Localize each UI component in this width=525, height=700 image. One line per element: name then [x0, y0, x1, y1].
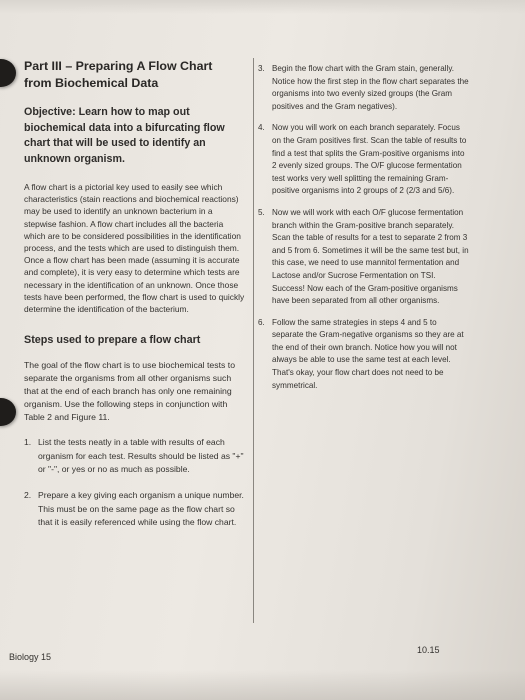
step-text: List the tests neatly in a table with results of each organism for each test. Results should be listed as "+" or "-", or yes or no as much as possible. [38, 437, 244, 475]
step-number: 5. [258, 207, 265, 217]
footer-course: Biology 15 [9, 652, 52, 662]
step-number: 3. [258, 64, 265, 73]
step-text: Begin the flow chart with the Gram stain, generally. Notice how the first step in the flow chart separates the organisms into two evenly sized groups (the Gram positives and the Gram negatives). [272, 64, 469, 111]
section-title [24, 58, 246, 92]
footer-page-number: 10.15 [417, 645, 440, 655]
section-title-line1: Part III – Preparing A Flow Chart [24, 59, 213, 73]
step-number: 6. [258, 317, 265, 327]
step-number: 1. [24, 437, 32, 448]
step-item-2 [24, 489, 246, 530]
step-text: Follow the same strategies in steps 4 and 5 to separate the Gram-negative organisms so they are at the end of their own branch. Notice how you will not always be able to use the same test at each level. That's okay, your flow chart does not need to be symmetrical. [272, 317, 464, 390]
step-text: Now we will work with each O/F glucose fermentation branch within the Gram-positive branch separately. Scan the table of results for a test to separate 2 from 3 and 5 from 6. Sometimes it will be the same test but, in this case, we need to use mannitol fermentation and Lactose and/or Sucrose Fermentation on TSI. Success! Now each of the Gram-positive organisms have been separated from all other organisms. [272, 207, 469, 306]
step-text: Now you will work on each branch separately. Focus on the Gram positives first. Scan the table of results to find a test that splits the Gram-positive organisms into 2 evenly sized groups. The O/F glucose fermentation test works very well splitting the remaining Gram-positive organisms into 2 groups of 2 (2/3 and 5/6). [272, 123, 467, 196]
goal-paragraph: The goal of the flow chart is to use biochemical tests to separate the organisms from all other organisms such that at the end of each branch has only one remaining organism. Use the following steps in conjunction with Table 2 and Figure 11. [24, 360, 236, 423]
step-item-3 [258, 63, 470, 113]
page-bottom-shadow [0, 670, 525, 700]
column-divider [253, 58, 254, 623]
step-number: 4. [258, 123, 265, 133]
step-text: Prepare a key giving each organism a unique number. This must be on the same page as the flow chart so that it is easily referenced while using the flow chart. [38, 490, 244, 528]
step-number: 2. [24, 490, 32, 501]
steps-list-right [258, 63, 470, 392]
step-item-1 [24, 436, 246, 477]
steps-list-left [24, 436, 246, 530]
intro-paragraph: A flow chart is a pictorial key used to easily see which characteristics (stain reactions and biochemical reactions) may be used to identify an unknown bacterium in a stepwise fashion. A flow chart includes all the bacteria which are to be considered possibilities in the identification process, and the tests which are used to distinguish them. Once a flow chart has been made (assuming it is accurate and complete), it is very easy to determine which tests are necessary in the identification of an unknown. Once those tests have been performed, the flow chart is used to quickly determine the identification of the bacterium. [24, 182, 245, 315]
step-item-5 [258, 207, 470, 308]
objective-text: Objective: Learn how to map out biochemical data into a bifurcating flow chart that will be used to identify an unknown organism. [24, 106, 225, 165]
left-column [24, 58, 246, 542]
steps-heading: Steps used to prepare a flow chart [24, 334, 201, 347]
step-item-4 [258, 122, 470, 198]
binder-hole-bottom [0, 398, 16, 426]
binder-hole-top [0, 59, 16, 87]
right-column [258, 63, 470, 401]
section-title-line2: from Biochemical Data [24, 76, 159, 90]
step-item-6 [258, 317, 470, 393]
page-top-edge [0, 0, 525, 14]
